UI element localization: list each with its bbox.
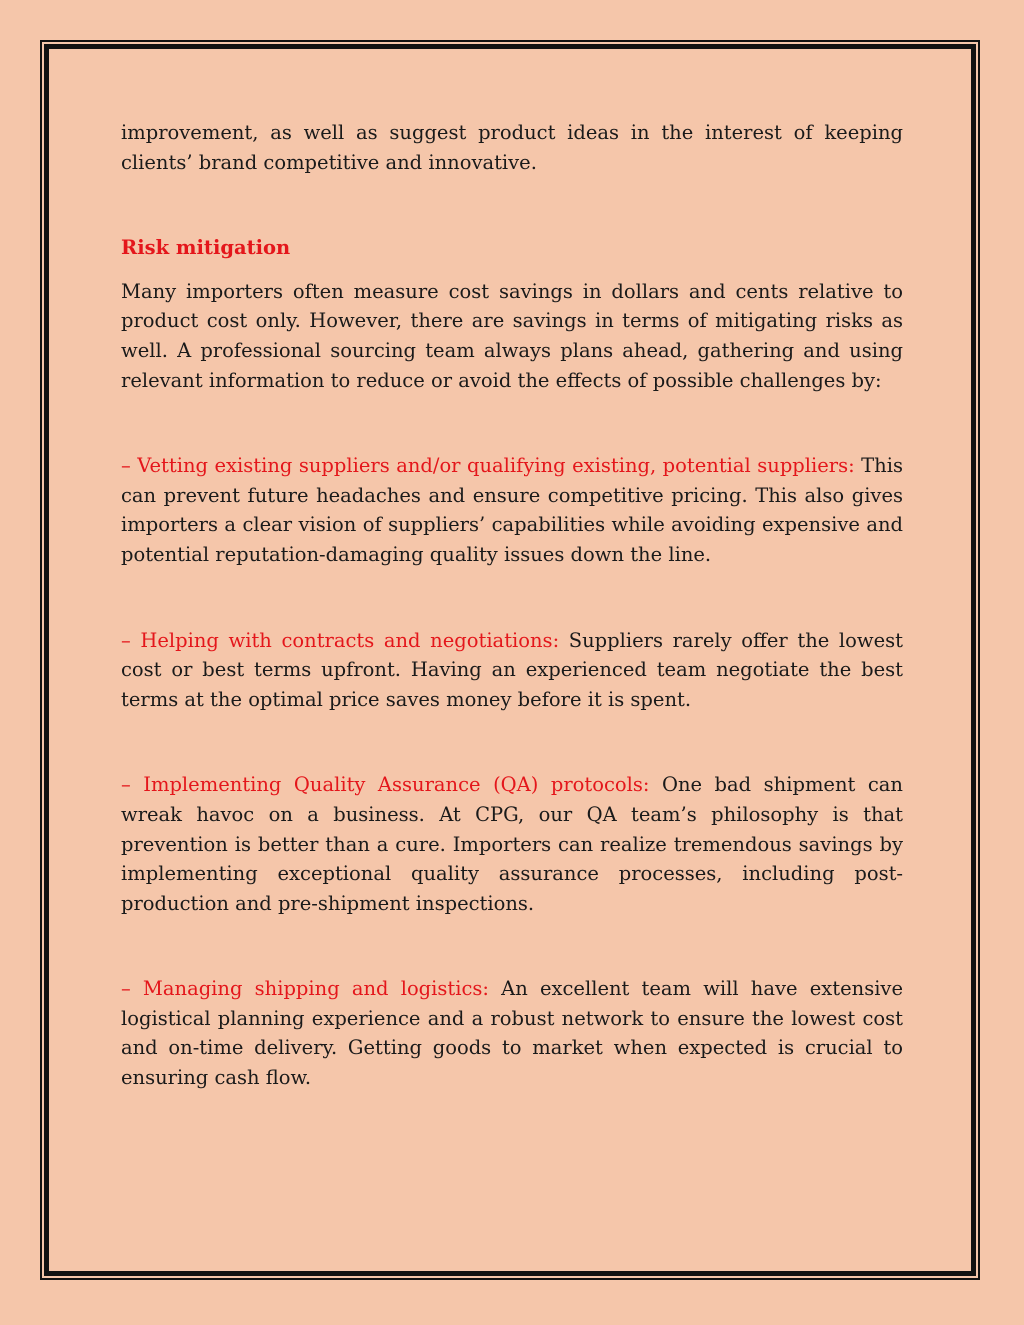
list-item-lead: – Helping with contracts and negotiations: bbox=[121, 628, 560, 652]
list-item-shipping bbox=[121, 974, 903, 1092]
intro-paragraph: improvement, as well as suggest product ideas in the interest of keeping clients’ brand competitive and innovative. bbox=[121, 121, 903, 174]
list-item-text: One bad shipment can wreak havoc on a business. At CPG, our QA team’s philosophy is that prevention is better than a cure. Importers can realize tremendous savings by implementing exceptional quality assurance processes, including post-production and pre-shipment inspections. bbox=[121, 773, 903, 915]
list-item-vetting bbox=[121, 451, 903, 569]
section-heading: Risk mitigation bbox=[121, 236, 291, 260]
list-item-lead: – Implementing Quality Assurance (QA) protocols: bbox=[121, 773, 650, 797]
list-item-qa bbox=[121, 770, 903, 918]
document-body bbox=[121, 118, 903, 1093]
list-item-contracts bbox=[121, 626, 903, 715]
list-item-text: Suppliers rarely offer the lowest cost or best terms upfront. Having an experienced team negotiate the best terms at the optimal price saves money before it is spent. bbox=[121, 628, 903, 711]
list-item-lead: – Managing shipping and logistics: bbox=[121, 977, 489, 1001]
section-paragraph: Many importers often measure cost savings in dollars and cents relative to product cost only. However, there are savings in terms of mitigating risks as well. A professional sourcing team always plans ahead, gathering and using relevant information to reduce or avoid the effects of possible challenges by: bbox=[121, 279, 903, 392]
list-item-lead: – Vetting existing suppliers and/or qualifying existing, potential suppliers: bbox=[121, 454, 855, 478]
list-item-text: This can prevent future headaches and ensure competitive pricing. This also gives importers a clear vision of suppliers’ capabilities while avoiding expensive and potential reputation-damaging quality issues down the line. bbox=[121, 454, 903, 566]
list-item-text: An excellent team will have extensive logistical planning experience and a robust network to ensure the lowest cost and on-time delivery. Getting goods to market when expected is crucial to ensuring cash flow. bbox=[121, 977, 903, 1090]
